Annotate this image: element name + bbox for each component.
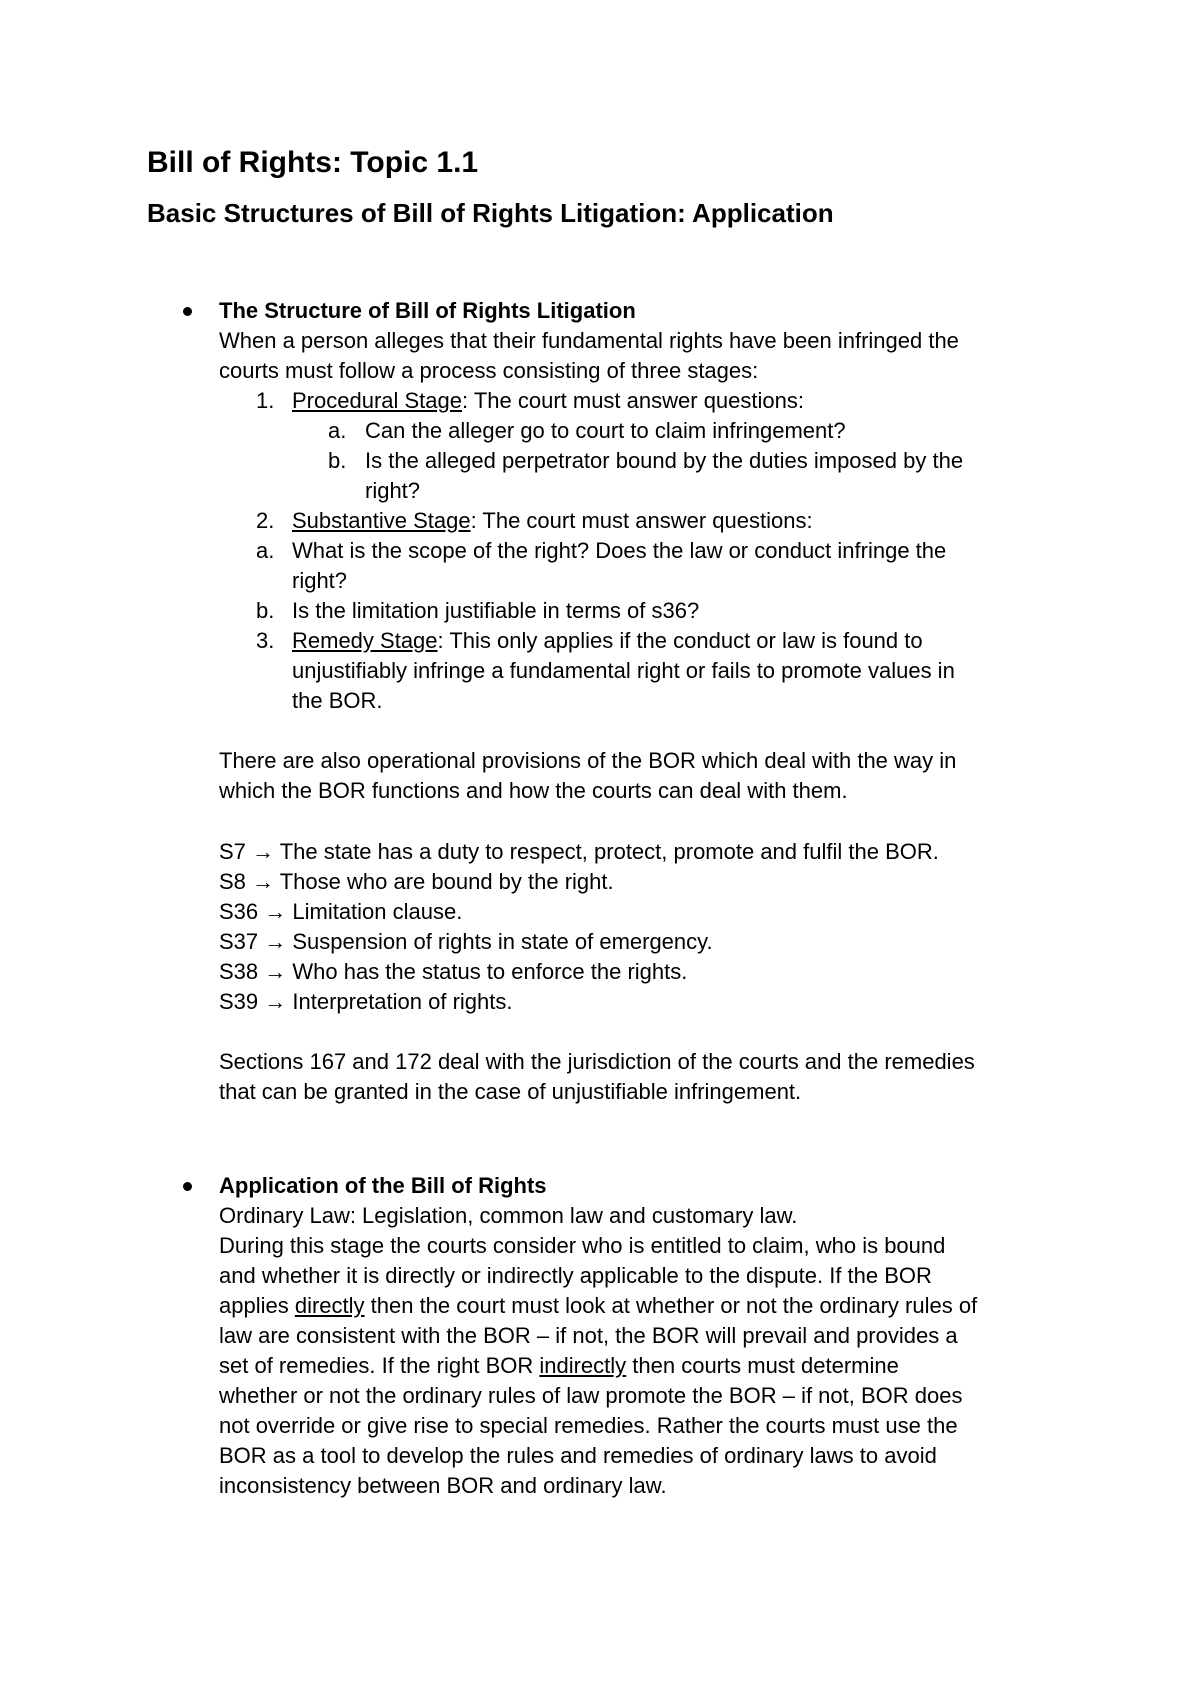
stage-text-continued: unjustifiably infringe a fundamental right or fails to promote values in	[292, 658, 955, 683]
stage-text: : The court must answer questions:	[470, 508, 813, 533]
text-line: not override or give rise to special remedies. Rather the courts must use the	[219, 1413, 958, 1438]
stage-label: Substantive Stage	[292, 508, 471, 533]
stage-text: : This only applies if the conduct or law is found to	[437, 628, 923, 653]
bullet-icon	[183, 307, 192, 316]
stage-item	[292, 506, 813, 536]
document-title: Bill of Rights: Topic 1.1	[147, 146, 479, 179]
list-number: 2.	[256, 508, 275, 533]
question-item-continued: right?	[365, 478, 421, 503]
text-line: whether or not the ordinary rules of law promote the BOR – if not, BOR does	[219, 1383, 963, 1408]
list-letter: b.	[256, 598, 275, 623]
text-line: Sections 167 and 172 deal with the jurisdiction of the courts and the remedies	[219, 1049, 975, 1074]
list-number: 3.	[256, 628, 275, 653]
provision-line: S8 → Those who are bound by the right.	[219, 869, 614, 894]
section-heading: The Structure of Bill of Rights Litigation	[219, 298, 636, 323]
stage-label: Procedural Stage	[292, 388, 462, 413]
text-line: and whether it is directly or indirectly applicable to the dispute. If the BOR	[219, 1263, 932, 1288]
stage-item	[292, 386, 804, 416]
text-line	[219, 1351, 899, 1381]
text-line: courts must follow a process consisting of three stages:	[219, 358, 759, 383]
text-line: Ordinary Law: Legislation, common law and customary law.	[219, 1203, 798, 1228]
text-line: that can be granted in the case of unjustifiable infringement.	[219, 1079, 802, 1104]
provision-line: S7 → The state has a duty to respect, protect, promote and fulfil the BOR.	[219, 839, 939, 864]
list-number: 1.	[256, 388, 275, 413]
emphasis-indirectly: indirectly	[539, 1353, 627, 1378]
stage-label: Remedy Stage	[292, 628, 438, 653]
question-item: Is the limitation justifiable in terms of s36?	[292, 598, 700, 623]
text-line: which the BOR functions and how the courts can deal with them.	[219, 778, 848, 803]
stage-text: : The court must answer questions:	[462, 388, 804, 413]
text-line	[219, 1291, 977, 1321]
text-span: applies	[219, 1293, 295, 1318]
section-heading: Application of the Bill of Rights	[219, 1173, 547, 1198]
provision-line: S38 → Who has the status to enforce the rights.	[219, 959, 688, 984]
text-line: BOR as a tool to develop the rules and remedies of ordinary laws to avoid	[219, 1443, 937, 1468]
text-line: During this stage the courts consider who is entitled to claim, who is bound	[219, 1233, 946, 1258]
text-span: then the court must look at whether or not the ordinary rules of	[364, 1293, 978, 1318]
question-item: Can the alleger go to court to claim infringement?	[365, 418, 846, 443]
emphasis-directly: directly	[294, 1293, 365, 1318]
text-span: set of remedies. If the right BOR	[219, 1353, 540, 1378]
provision-line: S37 → Suspension of rights in state of emergency.	[219, 929, 713, 954]
bullet-icon	[183, 1182, 192, 1191]
text-line: inconsistency between BOR and ordinary law.	[219, 1473, 667, 1498]
document-subtitle: Basic Structures of Bill of Rights Litigation: Application	[147, 198, 834, 228]
question-item: Is the alleged perpetrator bound by the duties imposed by the	[365, 448, 964, 473]
text-line: law are consistent with the BOR – if not, the BOR will prevail and provides a	[219, 1323, 958, 1348]
stage-item	[292, 626, 923, 656]
question-item: What is the scope of the right? Does the law or conduct infringe the	[292, 538, 947, 563]
text-span: then courts must determine	[626, 1353, 899, 1378]
text-line: When a person alleges that their fundamental rights have been infringed the	[219, 328, 959, 353]
list-letter: a.	[328, 418, 347, 443]
question-item-continued: right?	[292, 568, 348, 593]
stage-text-continued: the BOR.	[292, 688, 383, 713]
text-line: There are also operational provisions of the BOR which deal with the way in	[219, 748, 957, 773]
list-letter: b.	[328, 448, 347, 473]
provision-line: S36 → Limitation clause.	[219, 899, 463, 924]
list-letter: a.	[256, 538, 275, 563]
provision-line: S39 → Interpretation of rights.	[219, 989, 513, 1014]
